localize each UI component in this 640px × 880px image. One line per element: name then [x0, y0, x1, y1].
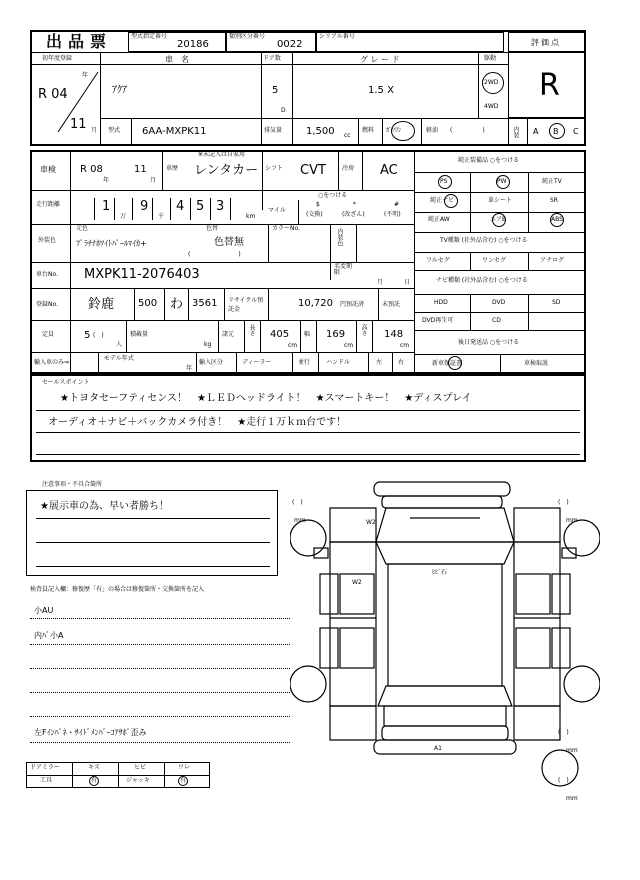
grade-value: 1.5 X: [368, 85, 394, 96]
model-value: 6AA-MXPK11: [142, 126, 207, 137]
notes-line-1: ★展示車の為、早い者勝ち！: [40, 501, 169, 512]
mileage-digit-5: 3: [216, 199, 225, 214]
sales-line-2: オーディオ＋ナビ＋バックカメラ付き！ ★走行１万ｋｍ台です！: [48, 417, 347, 428]
inspector-line-2: 内ﾊﾞ小A: [34, 631, 64, 640]
displacement-value: 1,500: [306, 126, 335, 137]
serial-box: シリアル番号: [316, 32, 504, 52]
type-designation-box: 型式指定番号 20186: [128, 32, 226, 52]
inspection-value: R 08: [80, 164, 103, 175]
reg-number: 3561: [192, 298, 218, 309]
type-designation-value: 20186: [177, 39, 209, 50]
inspection-month: 11: [134, 164, 147, 175]
mileage-digit-1: 1: [102, 199, 111, 214]
rating-box: [508, 52, 586, 118]
color-orig-value: ﾌﾟﾗﾁﾅﾎﾜｲﾄﾊﾟｰﾙﾏｲｶ+: [76, 239, 147, 248]
height-value: 148: [384, 329, 404, 340]
reg-kana: わ: [170, 297, 184, 312]
rating-label-box: 評価点: [508, 32, 586, 52]
inspector-line-3: 左Fｲﾝﾊﾟﾈ・ｻｲﾄﾞﾒﾝﾊﾞｰｺｱｻﾎﾟ歪み: [34, 728, 147, 737]
first-reg-era: R 04: [38, 87, 68, 102]
recycle-value: 10,720: [298, 298, 333, 309]
category-box: 類別区分番号 0022: [226, 32, 316, 52]
mark-w2-side: W2: [352, 579, 362, 586]
color-change-value: 色替無: [214, 237, 244, 248]
car-outline-svg: [290, 478, 600, 808]
car-damage-diagram: W2 W2 ﾋﾋﾞ石 A1 ( ) mm ( ) mm ( ) mm ( ) mm: [290, 478, 600, 808]
first-reg-month: 11: [70, 117, 87, 132]
mileage-digit-4: 5: [196, 199, 205, 214]
mark-w2-front: W2: [366, 519, 376, 526]
page-title: 出品票: [46, 32, 113, 51]
car-name: ｱｸｱ: [112, 85, 127, 96]
reg-class: 500: [138, 298, 158, 309]
equipment-panel: 純正装備品 ○をつける PS PW 純正TV 純正ナビ 革シート SR 純正AW エアB ABS TV種類 (社外品含む) ○をつける フルセグ ワンセグ アナログ ナビ種類 (社外品含む) ○をつける HDD DVD SD DVD再生可 CD 後日発送品 ○をつける 新車保証書 車検取説: [414, 150, 586, 374]
inspector-line-1: 小AU: [34, 606, 54, 615]
usage-value: レンタカー: [194, 163, 259, 178]
reg-area: 鈴鹿: [88, 297, 115, 312]
length-value: 405: [270, 329, 290, 340]
doors-value: 5: [272, 85, 279, 96]
width-value: 169: [326, 329, 346, 340]
auction-sheet-page: 出品票 型式指定番号 20186 類別区分番号 0022 シリアル番号 評価点 R 初年度登録 R 04 年 11 月 車 名 ｱｸｱ ドア数 5 D グ レ ー ド 1.5 X 駆動 2WD 4WD 型式 6AA-MXPK11 排気量 1,500 cc 燃料 ｶﾞｿﾘﾝ 軽油 ( ) 内装 A B C 車検 R 08 年 11 月 ※未記入は自家用 車歴 レンタカー シフト CVT 冷房 AC 走行距離 1 万 9 千 4 5 3 km ○をつける マイル $ (交換) * (改ざん) # (不明) 外装色 元色 ﾌﾟﾗﾁﾅﾎﾜｲﾄﾊﾟｰﾙﾏｲｶ+ 色替 色替無 ( ) カラーNo. 内装色 車台No. MXPK11-2076403 名変期限 月 日 登録No. 鈴鹿 500 わ 3561 リサイクル預託金 10,720 円預託済 未預託 定員 5 ( ) 人 積載量 kg 諸元 長さ 405 cm 幅 169 cm 高さ 148 cm 輸入車のみ⇒ モデル年式 年 輸入区分 ディーラー 並行 ハンドル 左 右 純正装備品 ○をつける PS PW 純正TV 純正ナビ 革シート SR 純正AW エアB ABS TV種類 (社外品含む) ○をつける フルセグ ワンセグ アナログ ナビ種類 (社外品含む) ○をつける HDD DVD SD DVD再生可 CD 後日発送品 ○をつける 新車保証書 車検取説 セールスポイント ★トヨタセーフティセンス！ ★ＬＥＤヘッドライト！ ★スマートキー！ ★ディスプレイ オーディオ＋ナビ＋バックカメラ付き！ ★走行１万ｋｍ台です！ 注意事項・不具合箇所 ★展示車の為、早い者勝ち！ 検査員記入欄：修復歴「有」の場合は修復箇所・交換箇所を記入 小AU 内ﾊﾞ小A 左Fｲﾝﾊﾟﾈ・ｻｲﾄﾞﾒﾝﾊﾞｰｺｱｻﾎﾟ歪み ドアミラー キズ ヒビ ワレ 工具 有 ジャッキ 有 W2 W2 ﾋﾋﾞ石 A1 ( ) mm ( ) mm ( ) mm ( ) mm: [0, 0, 640, 880]
shift-value: CVT: [300, 163, 326, 178]
sales-line-1: ★トヨタセーフティセンス！ ★ＬＥＤヘッドライト！ ★スマートキー！ ★ディスプレイ: [60, 393, 472, 404]
capacity-value: 5: [84, 330, 91, 341]
rating-value: R: [539, 68, 560, 103]
chassis-value: MXPK11-2076403: [84, 267, 200, 282]
mileage-digit-2: 9: [140, 199, 149, 214]
aircon-value: AC: [380, 163, 398, 178]
mark-a1: A1: [434, 745, 442, 752]
mileage-digit-3: 4: [176, 199, 185, 214]
mark-hibi: ﾋﾋﾞ石: [432, 569, 448, 576]
mileage-odometer: 1 万 9 千 4 5 3 km: [80, 192, 256, 224]
category-value: 0022: [277, 39, 303, 50]
